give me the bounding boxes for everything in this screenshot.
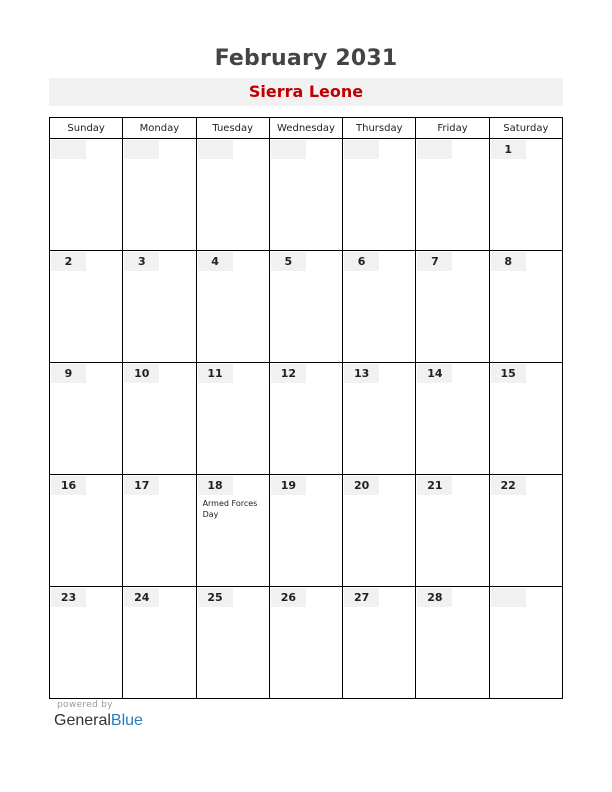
day-number: 3 (124, 252, 159, 271)
week-row-3 (50, 363, 563, 475)
day-number: 20 (344, 476, 379, 495)
country-name: Sierra Leone (248, 82, 364, 101)
day-number: 14 (417, 364, 452, 383)
day-cell (123, 587, 196, 699)
day-cell (123, 475, 196, 587)
week-row-4 (50, 475, 563, 587)
day-cell (416, 251, 489, 363)
holiday-label: Armed Forces Day (202, 499, 258, 519)
week-row-2 (50, 251, 563, 363)
day-cell (343, 587, 416, 699)
day-cell (489, 139, 562, 251)
day-cell (123, 251, 196, 363)
weekday-friday: Friday (416, 118, 489, 139)
weekday-tuesday: Tuesday (196, 118, 269, 139)
day-cell (416, 475, 489, 587)
day-number (417, 140, 452, 159)
day-number: 10 (124, 364, 159, 383)
day-number: 23 (51, 588, 86, 607)
day-cell (50, 587, 123, 699)
day-number: 15 (491, 364, 526, 383)
day-cell (196, 363, 269, 475)
day-number: 1 (491, 140, 526, 159)
brand-name-part2: Blue (110, 712, 143, 729)
day-number: 5 (271, 252, 306, 271)
day-number (198, 140, 233, 159)
day-cell (489, 363, 562, 475)
day-number: 28 (417, 588, 452, 607)
day-number: 27 (344, 588, 379, 607)
day-cell (416, 139, 489, 251)
day-cell (489, 475, 562, 587)
day-cell (269, 587, 342, 699)
day-number: 18 (198, 476, 233, 495)
day-number: 17 (124, 476, 159, 495)
day-number (344, 140, 379, 159)
day-number: 2 (51, 252, 86, 271)
day-cell (269, 363, 342, 475)
brand-logo[interactable] (54, 712, 143, 730)
day-number (491, 588, 526, 607)
day-number: 19 (271, 476, 306, 495)
day-cell (196, 587, 269, 699)
day-cell (50, 363, 123, 475)
day-cell (196, 139, 269, 251)
day-number: 12 (271, 364, 306, 383)
day-cell (269, 475, 342, 587)
day-number: 8 (491, 252, 526, 271)
day-cell (50, 251, 123, 363)
day-cell (416, 363, 489, 475)
day-number: 9 (51, 364, 86, 383)
day-number: 13 (344, 364, 379, 383)
day-number: 22 (491, 476, 526, 495)
calendar-grid (49, 117, 563, 699)
day-number: 24 (124, 588, 159, 607)
day-cell (343, 363, 416, 475)
day-cell (416, 587, 489, 699)
day-number: 4 (198, 252, 233, 271)
day-number (124, 140, 159, 159)
day-number: 11 (198, 364, 233, 383)
day-cell (123, 363, 196, 475)
day-cell (196, 475, 269, 587)
page-title: February 2031 (214, 46, 398, 71)
day-cell (343, 475, 416, 587)
powered-by-text: powered by (57, 700, 113, 710)
day-cell (343, 251, 416, 363)
weekday-thursday: Thursday (343, 118, 416, 139)
weekday-monday: Monday (123, 118, 196, 139)
day-cell (50, 139, 123, 251)
day-number: 6 (344, 252, 379, 271)
day-cell (196, 251, 269, 363)
weekday-wednesday: Wednesday (269, 118, 342, 139)
weekday-saturday: Saturday (489, 118, 562, 139)
day-cell (123, 139, 196, 251)
weekday-sunday: Sunday (50, 118, 123, 139)
week-row-5 (50, 587, 563, 699)
day-cell (489, 587, 562, 699)
day-cell (343, 139, 416, 251)
day-cell (269, 251, 342, 363)
weekday-header-row (50, 118, 563, 139)
brand-name-part1: General (54, 712, 111, 729)
day-number (271, 140, 306, 159)
day-cell (50, 475, 123, 587)
day-number: 25 (198, 588, 233, 607)
day-number (51, 140, 86, 159)
day-number: 7 (417, 252, 452, 271)
country-banner (49, 78, 563, 106)
day-cell (489, 251, 562, 363)
week-row-1 (50, 139, 563, 251)
day-cell (269, 139, 342, 251)
day-number: 16 (51, 476, 86, 495)
day-number: 21 (417, 476, 452, 495)
day-number: 26 (271, 588, 306, 607)
